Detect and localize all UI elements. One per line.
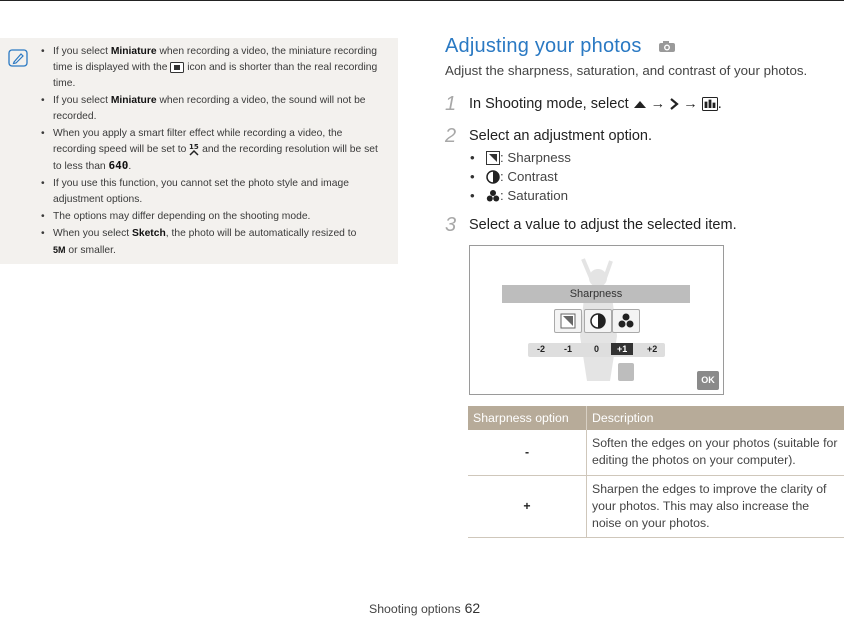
up-arrow-icon [633,99,647,109]
note-list [40,44,385,260]
page-title: Adjusting your photos [445,35,642,57]
note-item: • If you select Miniature when recording a video, the sound will not be recorded. [40,93,385,125]
scale-value[interactable]: -1 [564,344,573,354]
scale-value[interactable]: 0 [594,344,600,354]
table-header: Description [587,406,844,430]
screen-label: Sharpness [502,285,690,303]
scale-value[interactable]: +2 [647,344,658,354]
top-rule [0,0,844,1]
adjustment-options-list [470,148,571,205]
table-cell-description: Sharpen the edges to improve the clarity of your photos. This may also increase the noise on your photos. [587,475,844,537]
table-row [468,430,844,475]
screen-sharpness-icon[interactable] [554,309,582,333]
table-cell-option: + [468,475,587,537]
note-item: • The options may differ depending on the shooting mode. [40,209,385,225]
note-item: • When you apply a smart filter effect while recording a video, the recording speed will be set to 15 and the recording resolution will be set to less than 640. [40,126,385,175]
resolution-640-icon: 640 [108,159,129,172]
speed-icon [189,142,199,156]
contrast-icon [486,170,500,184]
scale-value-selected[interactable]: +1 [611,343,633,355]
scale-value[interactable]: -2 [537,344,546,354]
timer-icon [170,62,184,73]
camera-screen [469,245,724,395]
svg-text:15: 15 [189,143,199,152]
note-item: • When you select Sketch, the photo will be automatically resized to 5M or smaller. [40,226,385,259]
page-subtitle: Adjust the sharpness, saturation, and contrast of your photos. [445,63,808,78]
ok-button[interactable]: OK [697,371,719,390]
screen-saturation-icon[interactable] [612,309,640,333]
note-item: • If you select Miniature when recording a video, the miniature recording time is displayed with the icon and is shorter than the real recording time. [40,44,385,92]
table-row [468,475,844,537]
footer-section: Shooting options [369,602,461,616]
resolution-5m-icon: 5M [53,245,66,255]
right-chevron-icon [669,98,679,110]
saturation-icon [486,189,500,203]
step-text: In Shooting mode, select → → . [469,96,722,112]
step-number: 2 [445,125,457,147]
step-text: Select a value to adjust the selected item. [469,217,737,233]
step-number: 1 [445,93,457,115]
page-footer [369,600,480,616]
step-number: 3 [445,214,457,236]
note-item: • If you use this function, you cannot set the photo style and image adjustment options. [40,176,385,208]
table-cell-description: Soften the edges on your photos (suitable for editing the photos on your computer). [587,430,844,475]
option-saturation: • : Saturation [470,186,571,205]
table-header-row [468,406,844,430]
value-scale[interactable] [528,343,665,357]
scale-pointer [618,363,634,381]
note-pencil-icon [8,49,28,67]
screen-contrast-icon[interactable] [584,309,612,333]
camera-mode-icon [658,40,676,53]
table-header: Sharpness option [468,406,587,430]
page-number: 62 [464,600,481,616]
step-text: Select an adjustment option. [469,128,652,144]
option-contrast: • : Contrast [470,167,571,186]
note-box [0,38,398,264]
sharpness-icon [486,151,500,165]
table-cell-option: - [468,430,587,475]
sharpness-table [468,406,844,538]
option-sharpness: • : Sharpness [470,148,571,167]
image-adjust-icon [702,97,718,111]
